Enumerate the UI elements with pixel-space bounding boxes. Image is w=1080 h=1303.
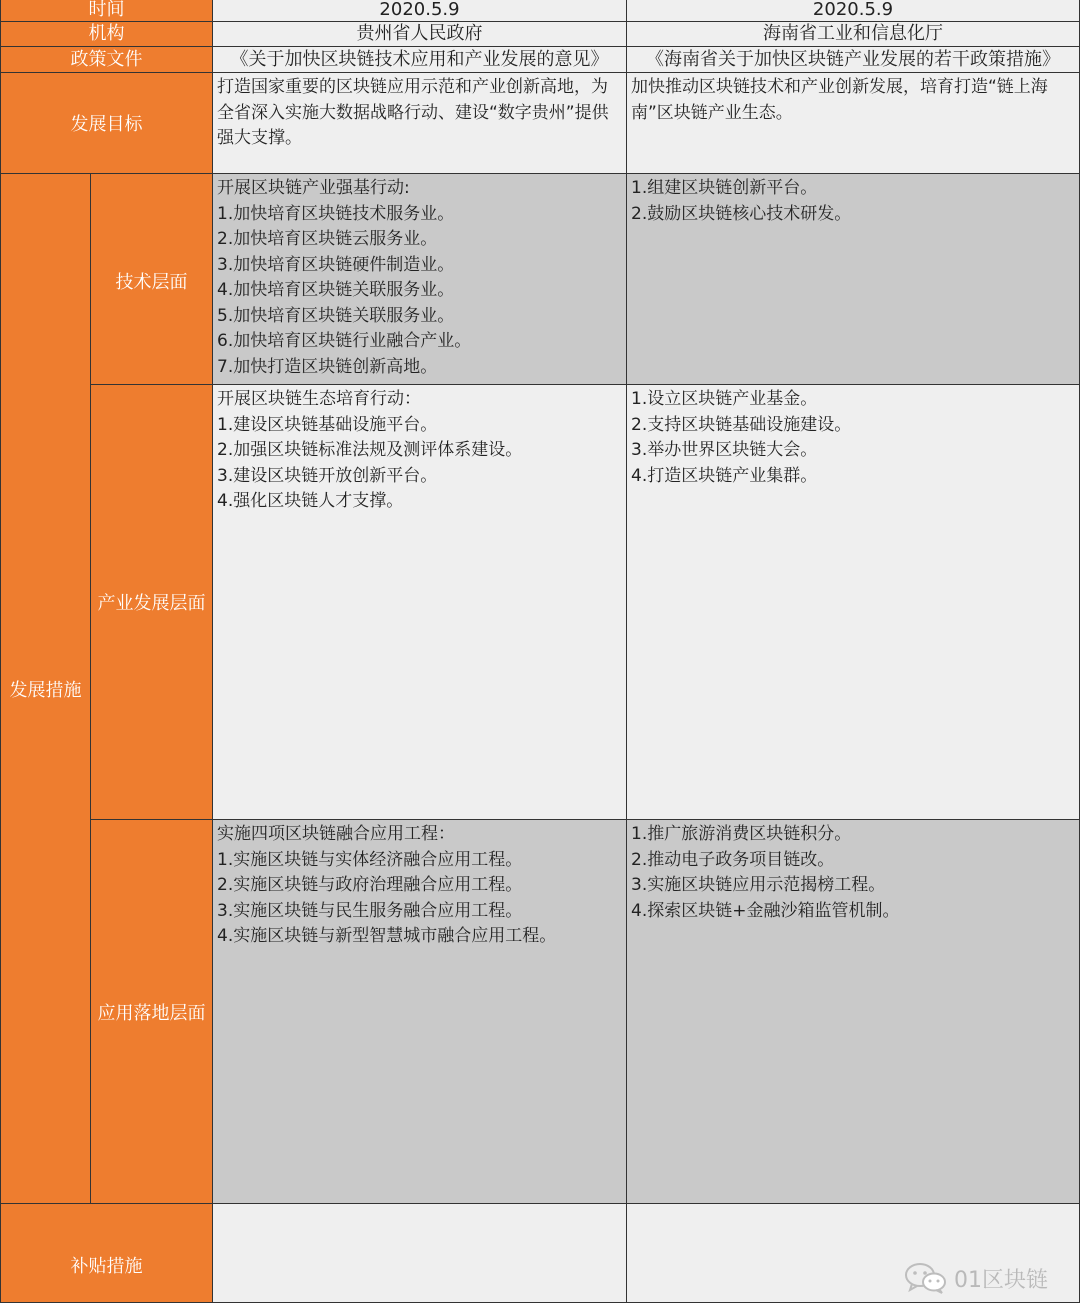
list-item: 1.加快培育区块链技术服务业。	[217, 203, 455, 224]
wechat-icon	[904, 1261, 948, 1295]
list-item: 6.加快培育区块链行业融合产业。	[217, 331, 472, 351]
list-item: 4.实施区块链与新型智慧城市融合应用工程。	[217, 926, 557, 946]
org-label: 机构	[0, 21, 213, 47]
list-item: 2.支持区块链基础设施建设。	[631, 414, 852, 435]
list-item: 2.实施区块链与政府治理融合应用工程。	[217, 875, 523, 895]
guizhou-tech	[212, 173, 627, 385]
list-item: 1.设立区块链产业基金。	[631, 389, 818, 409]
guizhou-goals: 打造国家重要的区块链应用示范和产业创新高地，为全省深入实施大数据战略行动、建设“数字贵州”提供强大支撑。	[212, 72, 627, 174]
list-item: 2.加快培育区块链云服务业。	[217, 229, 438, 249]
list-item: 3.建设区块链开放创新平台。	[217, 465, 438, 486]
list-item: 3.实施区块链与民生服务融合应用工程。	[217, 900, 523, 921]
hainan-tech	[626, 173, 1080, 385]
guizhou-industry	[212, 384, 627, 820]
hainan-industry	[626, 384, 1080, 820]
tech-level-label: 技术层面	[90, 173, 213, 385]
guizhou-application	[212, 819, 627, 1204]
guizhou-doc: 《关于加快区块链技术应用和产业发展的意见》	[212, 46, 627, 73]
measures-label: 发展措施	[0, 173, 91, 1204]
guizhou-subsidy	[212, 1203, 627, 1303]
list-item: 1.建设区块链基础设施平台。	[217, 414, 438, 435]
goals-label: 发展目标	[0, 72, 213, 174]
hainan-date: 2020.5.9	[626, 0, 1080, 22]
watermark-text: 01区块链	[954, 1267, 1048, 1293]
hainan-doc: 《海南省关于加快区块链产业发展的若干政策措施》	[626, 46, 1080, 73]
list-item: 4.打造区块链产业集群。	[631, 465, 818, 486]
time-label: 时间	[0, 0, 213, 22]
list-item: 3.加快培育区块链硬件制造业。	[217, 254, 455, 275]
list-item: 1.实施区块链与实体经济融合应用工程。	[217, 849, 523, 870]
list-item: 2.加强区块链标准法规及测评体系建设。	[217, 440, 523, 460]
list-item: 2.鼓励区块链核心技术研发。	[631, 203, 852, 224]
list-item: 3.举办世界区块链大会。	[631, 440, 818, 460]
hainan-org: 海南省工业和信息化厅	[626, 21, 1080, 47]
list-item: 1.组建区块链创新平台。	[631, 178, 818, 198]
industry-level-label: 产业发展层面	[90, 384, 213, 820]
list-item: 2.推动电子政务项目链改。	[631, 849, 835, 870]
list-item: 4.探索区块链+金融沙箱监管机制。	[631, 900, 900, 921]
watermark	[904, 1261, 1048, 1295]
subsidy-label: 补贴措施	[0, 1203, 213, 1303]
guizhou-org: 贵州省人民政府	[212, 21, 627, 47]
hainan-goals: 加快推动区块链技术和产业创新发展，培育打造“链上海南”区块链产业生态。	[626, 72, 1080, 174]
application-level-label: 应用落地层面	[90, 819, 213, 1204]
list-item: 5.加快培育区块链关联服务业。	[217, 305, 455, 326]
list-item: 开展区块链生态培育行动：	[217, 389, 421, 409]
list-item: 开展区块链产业强基行动:	[217, 178, 410, 198]
list-item: 4.强化区块链人才支撑。	[217, 491, 404, 511]
list-item: 7.加快打造区块链创新高地。	[217, 356, 438, 377]
list-item: 实施四项区块链融合应用工程：	[217, 824, 455, 844]
doc-label: 政策文件	[0, 46, 213, 73]
list-item: 1.推广旅游消费区块链积分。	[631, 824, 852, 844]
list-item: 3.实施区块链应用示范揭榜工程。	[631, 875, 886, 895]
hainan-application	[626, 819, 1080, 1204]
list-item: 4.加快培育区块链关联服务业。	[217, 280, 455, 300]
guizhou-date: 2020.5.9	[212, 0, 627, 22]
